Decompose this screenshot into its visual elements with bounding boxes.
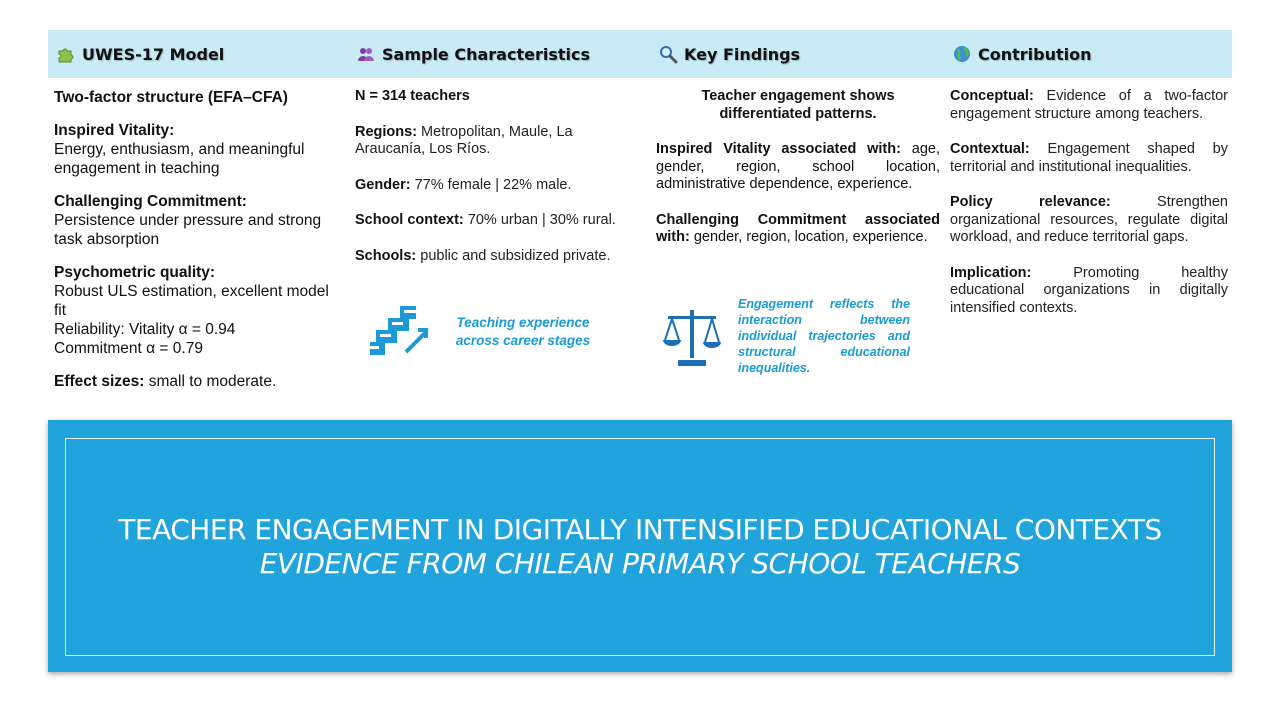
policy-label: Policy relevance: <box>950 194 1111 210</box>
header-uwes-label: UWES-17 Model <box>82 44 225 64</box>
puzzle-icon <box>56 44 76 64</box>
header-sample-label: Sample Characteristics <box>382 44 590 64</box>
psychometric-line2: Reliability: Vitality α = 0.94 <box>54 321 236 338</box>
uwes-column <box>54 88 344 405</box>
title-banner-frame <box>65 438 1215 656</box>
stairs-icon <box>368 306 430 356</box>
header-bar <box>48 30 1232 78</box>
header-contribution <box>952 30 1092 78</box>
commitment-text: Persistence under pressure and strong task absorption <box>54 212 322 248</box>
teaching-experience-callout: Teaching experience across career stages <box>455 315 591 348</box>
schools-label: Schools: <box>355 247 417 264</box>
psychometric-title: Psychometric quality: <box>54 264 216 281</box>
engagement-callout: Engagement reflects the interaction between individual trajectories and structural educational inequalities. <box>738 297 910 375</box>
contribution-column <box>950 88 1228 335</box>
header-contribution-label: Contribution <box>978 44 1092 64</box>
gender-text: 77% female | 22% male. <box>410 176 572 193</box>
conceptual-label: Conceptual: <box>950 88 1034 104</box>
findings-intro: Teacher engagement shows differentiated patterns. <box>701 88 895 122</box>
regions-label: Regions: <box>355 123 418 140</box>
psychometric-line1: Robust ULS estimation, excellent model fit <box>54 283 329 319</box>
findings-column <box>656 88 940 265</box>
commitment-assoc-label: Challenging Commitment associated with: <box>656 211 940 245</box>
schools-text: public and subsidized private. <box>416 247 611 264</box>
effect-text: small to moderate. <box>144 373 277 390</box>
conceptual-text: Evidence of a two-factor engagement structure among teachers. <box>950 88 1228 122</box>
school-context-label: School context: <box>355 212 464 228</box>
header-findings <box>658 30 800 78</box>
gender-label: Gender: <box>355 176 411 193</box>
vitality-assoc-label: Inspired Vitality associated with: <box>656 141 901 157</box>
implication-label: Implication: <box>950 264 1032 281</box>
banner-subtitle: EVIDENCE FROM CHILEAN PRIMARY SCHOOL TEACHERS <box>259 547 1021 580</box>
school-context-text: 70% urban | 30% rural. <box>463 212 616 228</box>
structure-text: Two-factor structure (EFA–CFA) <box>54 89 288 106</box>
sample-column <box>355 88 640 283</box>
regions-text: Metropolitan, Maule, La Araucanía, Los Ríos. <box>355 123 573 157</box>
contextual-label: Contextual: <box>950 141 1030 157</box>
commitment-assoc-text: gender, region, location, experience. <box>689 229 928 245</box>
vitality-text: Energy, enthusiasm, and meaningful engagement in teaching <box>54 141 305 177</box>
commitment-title: Challenging Commitment: <box>54 193 247 210</box>
header-sample <box>356 30 590 78</box>
vitality-assoc-text: age, gender, region, school location, administrative dependence, experience. <box>656 141 941 192</box>
implication-text: Promoting healthy educational organizations in digitally intensified contexts. <box>950 264 1228 316</box>
globe-icon <box>952 44 972 64</box>
header-findings-label: Key Findings <box>684 44 801 64</box>
psychometric-line3: Commitment α = 0.79 <box>54 340 203 357</box>
title-banner <box>48 420 1232 672</box>
sample-size: N = 314 teachers <box>355 88 470 104</box>
contextual-text: Engagement shaped by territorial and institutional inequalities. <box>950 141 1228 175</box>
people-icon <box>356 44 376 64</box>
scale-icon <box>662 306 722 368</box>
header-uwes <box>56 30 224 78</box>
vitality-title: Inspired Vitality: <box>54 122 175 139</box>
banner-title: TEACHER ENGAGEMENT IN DIGITALLY INTENSIFIED EDUCATIONAL CONTEXTS <box>118 513 1162 546</box>
magnifier-icon <box>658 44 678 64</box>
policy-text: Strengthen organizational resources, regulate digital workload, and reduce territorial gaps. <box>950 194 1228 245</box>
effect-label: Effect sizes: <box>54 373 145 390</box>
